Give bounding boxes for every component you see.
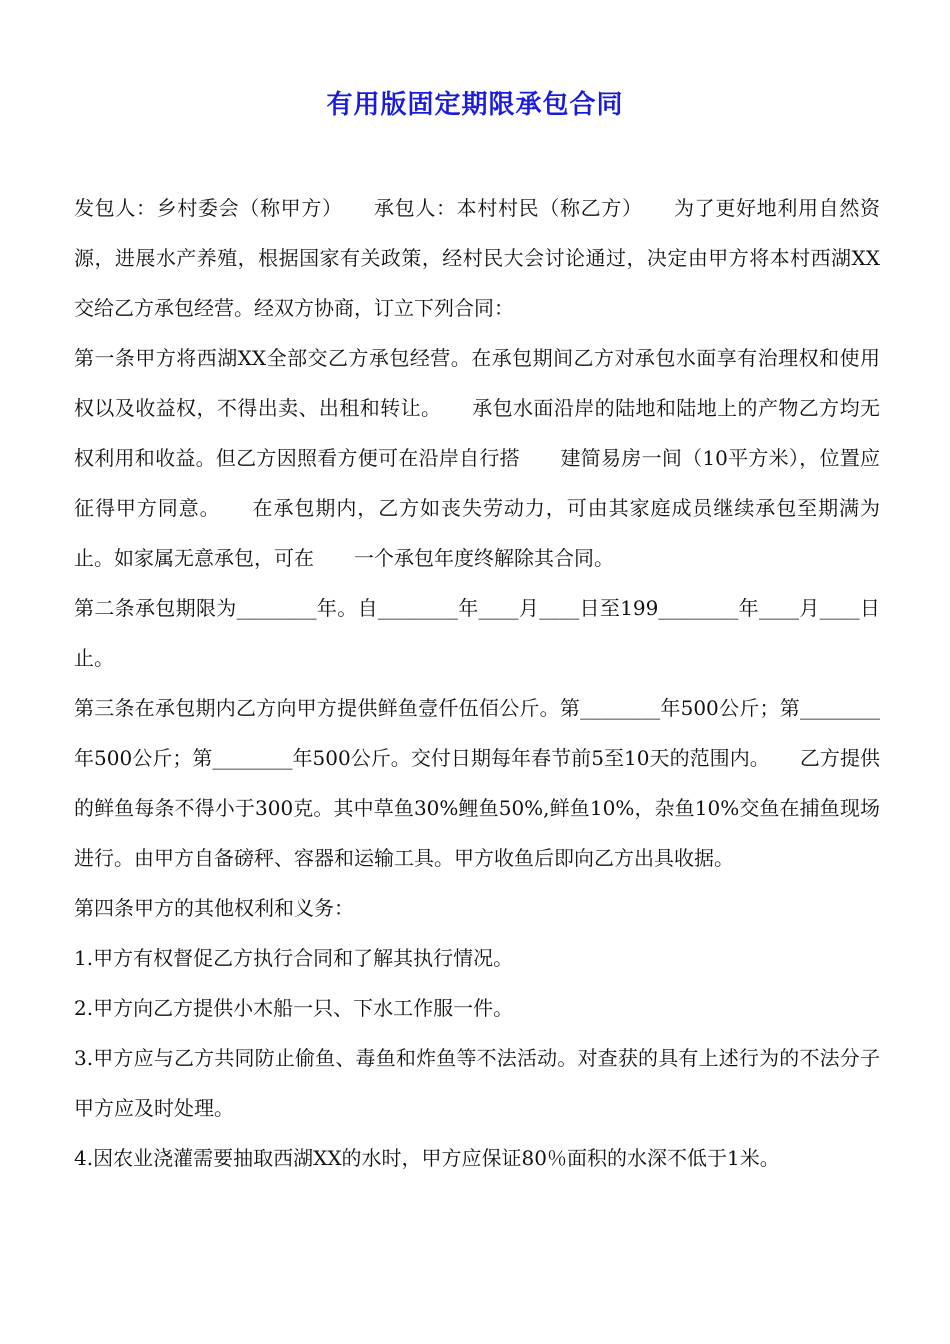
paragraph-article-4: 第四条甲方的其他权利和义务： <box>74 896 354 920</box>
document-body <box>74 183 880 1183</box>
list-item-4-1: 1.甲方有权督促乙方执行合同和了解其执行情况。 <box>74 946 514 970</box>
list-item-4-4: 4.因农业浇灌需要抽取西湖XX的水时，甲方应保证80％面积的水深不低于1米。 <box>74 1146 780 1170</box>
list-item-4-2: 2.甲方向乙方提供小木船一只、下水工作服一件。 <box>74 996 514 1020</box>
paragraph-article-3: 第三条在承包期内乙方向甲方提供鲜鱼壹仟伍佰公斤。第________年500公斤；第________年500公斤；第________年500公斤。交付日期每年春节前5至10天的范围内。 乙方提供的鲜鱼每条不得小于300克。其中草鱼30%鲤鱼50%,鲜鱼10%，杂鱼10%交鱼在捕鱼现场进行。由甲方自备磅秤、容器和运输工具。甲方收鱼后即向乙方出具收据。 <box>74 696 880 870</box>
list-item-4-3: 3.甲方应与乙方共同防止偷鱼、毒鱼和炸鱼等不法活动。对查获的具有上述行为的不法分子甲方应及时处理。 <box>74 1046 880 1120</box>
paragraph-article-1: 第一条甲方将西湖XX全部交乙方承包经营。在承包期间乙方对承包水面享有治理权和使用权以及收益权，不得出卖、出租和转让。 承包水面沿岸的陆地和陆地上的产物乙方均无权利用和收益。但乙方因照看方便可在沿岸自行搭 建简易房一间（10平方米），位置应征得甲方同意。 在承包期内，乙方如丧失劳动力，可由其家庭成员继续承包至期满为止。如家属无意承包，可在 一个承包年度终解除其合同。 <box>74 346 880 570</box>
paragraph-intro: 发包人：乡村委会（称甲方） 承包人：本村村民（称乙方） 为了更好地利用自然资源，进展水产养殖，根据国家有关政策，经村民大会讨论通过，决定由甲方将本村西湖XX交给乙方承包经营。经双方协商，订立下列合同： <box>74 196 880 320</box>
document-title: 有用版固定期限承包合同 <box>326 90 624 120</box>
paragraph-article-2: 第二条承包期限为________年。自________年____月____日至199________年____月____日止。 <box>74 596 880 670</box>
